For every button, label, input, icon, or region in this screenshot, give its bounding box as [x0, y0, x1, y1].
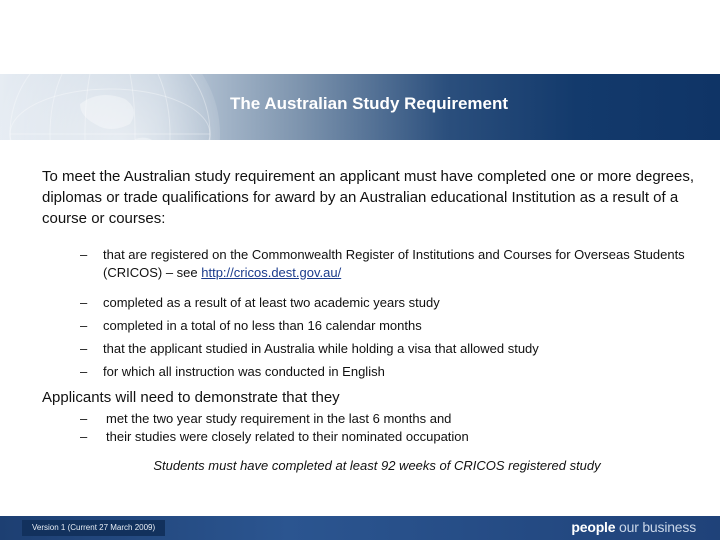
list-item — [80, 294, 710, 312]
dash-bullet: – — [80, 411, 88, 426]
brand-logo — [571, 519, 696, 535]
footer-bar — [0, 516, 720, 540]
dash-bullet: – — [80, 364, 88, 379]
list-item-text: their studies were closely related to their nominated occupation — [106, 429, 469, 444]
dash-bullet: – — [80, 318, 88, 333]
brand-word-people: people — [571, 519, 616, 535]
list-item-text: for which all instruction was conducted in English — [103, 364, 385, 379]
list-item — [80, 363, 710, 381]
dash-bullet: – — [80, 247, 88, 262]
brand-word-business: our business — [615, 519, 696, 535]
list-item-text: that are registered on the Commonwealth Register of Institutions and Courses for Overseas Students (CRICOS) – see — [103, 247, 685, 280]
list-item — [80, 246, 710, 282]
cricos-note: Students must have completed at least 92 weeks of CRICOS registered study — [153, 458, 601, 473]
list-item — [80, 410, 700, 428]
dash-bullet: – — [80, 341, 88, 356]
list-item — [80, 340, 710, 358]
dash-bullet: – — [80, 295, 88, 310]
globe-graphic — [0, 74, 220, 140]
cricos-link[interactable]: http://cricos.dest.gov.au/ — [201, 265, 342, 280]
dash-bullet: – — [80, 429, 88, 444]
intro-paragraph: To meet the Australian study requirement an applicant must have completed one or more degrees, diplomas or trade qualifications for award by an Australian educational Institution as a result of a course or courses: — [42, 168, 695, 227]
applicants-heading: Applicants will need to demonstrate that they — [42, 389, 340, 406]
list-item-text: that the applicant studied in Australia while holding a visa that allowed study — [103, 341, 539, 356]
version-label: Version 1 (Current 27 March 2009) — [22, 520, 165, 536]
list-item-text: completed as a result of at least two academic years study — [103, 295, 440, 310]
list-item-text: met the two year study requirement in the last 6 months and — [106, 411, 452, 426]
list-item-text: completed in a total of no less than 16 calendar months — [103, 318, 422, 333]
requirement-list — [80, 246, 710, 381]
page-title: The Australian Study Requirement — [230, 94, 509, 113]
applicant-list — [80, 410, 700, 446]
title-banner — [0, 74, 720, 140]
list-item — [80, 428, 700, 446]
list-item — [80, 317, 710, 335]
